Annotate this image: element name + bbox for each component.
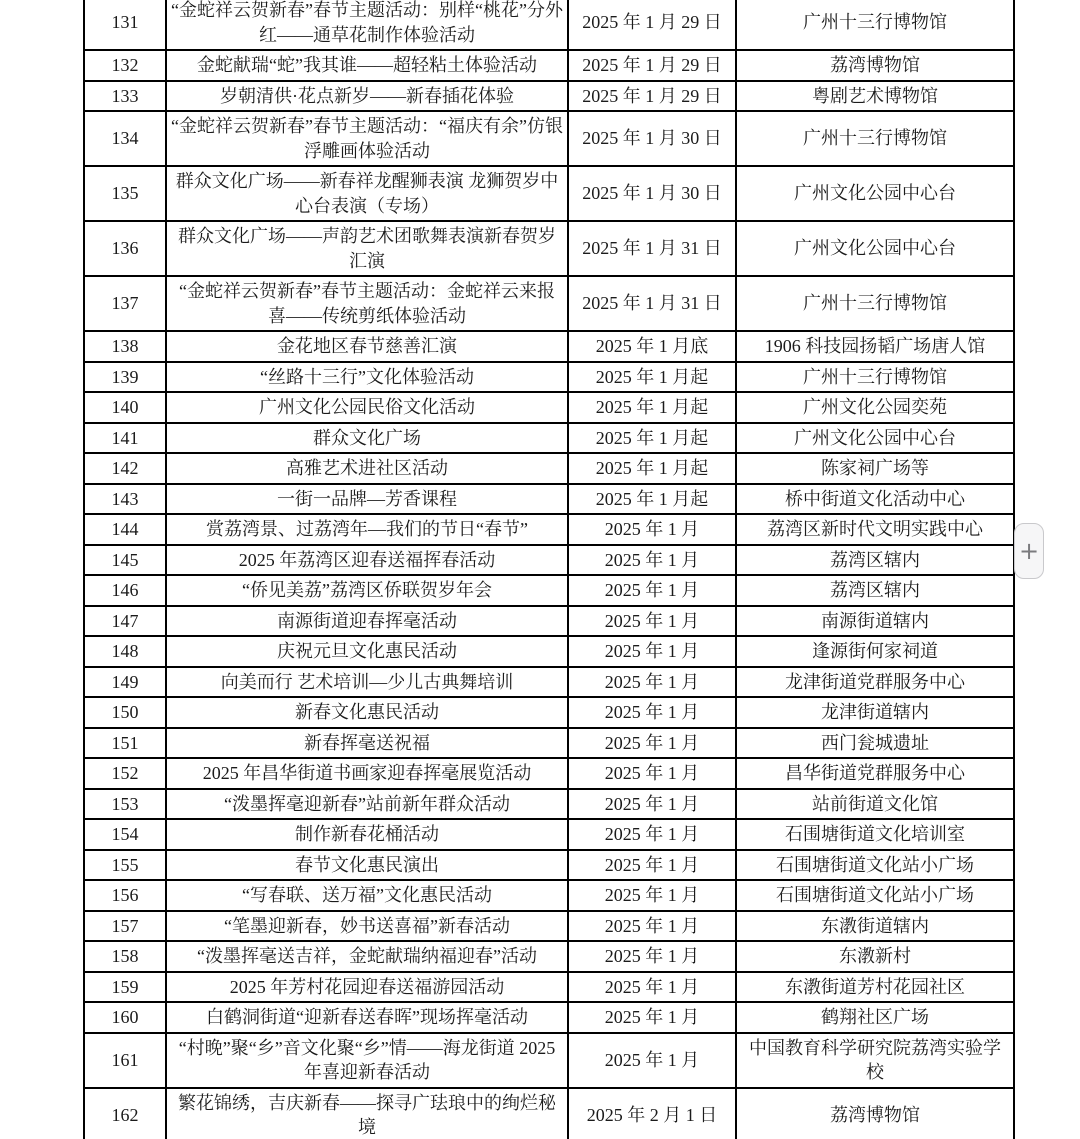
cell-venue: 1906 科技园扬韬广场唐人馆 xyxy=(736,331,1014,362)
cell-date: 2025 年 1 月 xyxy=(568,728,736,759)
cell-date: 2025 年 1 月 xyxy=(568,514,736,545)
cell-venue: 荔湾区辖内 xyxy=(736,575,1014,606)
cell-venue: 逢源街何家祠道 xyxy=(736,636,1014,667)
cell-date: 2025 年 1 月 xyxy=(568,789,736,820)
cell-event-name: 群众文化广场 xyxy=(166,423,568,454)
cell-date: 2025 年 1 月 xyxy=(568,911,736,942)
cell-number: 145 xyxy=(84,545,166,576)
table-row xyxy=(84,50,1014,81)
cell-number: 154 xyxy=(84,819,166,850)
table-row xyxy=(84,111,1014,166)
cell-venue: 桥中街道文化活动中心 xyxy=(736,484,1014,515)
cell-event-name: 金花地区春节慈善汇演 xyxy=(166,331,568,362)
cell-event-name: 一街一品牌—芳香课程 xyxy=(166,484,568,515)
cell-event-name: 2025 年芳村花园迎春送福游园活动 xyxy=(166,972,568,1003)
cell-event-name: 新春文化惠民活动 xyxy=(166,697,568,728)
events-table xyxy=(83,0,1015,1139)
cell-event-name: 群众文化广场——声韵艺术团歌舞表演新春贺岁汇演 xyxy=(166,221,568,276)
table-row xyxy=(84,81,1014,112)
cell-date: 2025 年 1 月 xyxy=(568,1033,736,1088)
cell-date: 2025 年 1 月 xyxy=(568,545,736,576)
cell-event-name: “侨见美荔”荔湾区侨联贺岁年会 xyxy=(166,575,568,606)
cell-event-name: 向美而行 艺术培训—少儿古典舞培训 xyxy=(166,667,568,698)
cell-venue: 荔湾区辖内 xyxy=(736,545,1014,576)
cell-event-name: “笔墨迎新春，妙书送喜福”新春活动 xyxy=(166,911,568,942)
table-row xyxy=(84,1088,1014,1139)
cell-venue: 东漖街道辖内 xyxy=(736,911,1014,942)
cell-number: 138 xyxy=(84,331,166,362)
cell-date: 2025 年 1 月 xyxy=(568,850,736,881)
table-row xyxy=(84,606,1014,637)
cell-number: 131 xyxy=(84,0,166,50)
cell-event-name: “金蛇祥云贺新春”春节主题活动：“福庆有余”仿银浮雕画体验活动 xyxy=(166,111,568,166)
cell-number: 142 xyxy=(84,453,166,484)
cell-date: 2025 年 1 月起 xyxy=(568,484,736,515)
cell-number: 140 xyxy=(84,392,166,423)
table-row xyxy=(84,392,1014,423)
cell-event-name: 白鹤洞街道“迎新春送春晖”现场挥毫活动 xyxy=(166,1002,568,1033)
table-row xyxy=(84,1002,1014,1033)
cell-venue: 鹤翔社区广场 xyxy=(736,1002,1014,1033)
cell-venue: 中国教育科学研究院荔湾实验学校 xyxy=(736,1033,1014,1088)
table-row xyxy=(84,1033,1014,1088)
cell-venue: 广州十三行博物馆 xyxy=(736,362,1014,393)
cell-number: 158 xyxy=(84,941,166,972)
cell-number: 149 xyxy=(84,667,166,698)
cell-number: 135 xyxy=(84,166,166,221)
cell-event-name: 制作新春花桶活动 xyxy=(166,819,568,850)
cell-date: 2025 年 1 月 xyxy=(568,972,736,1003)
cell-number: 137 xyxy=(84,276,166,331)
table-row xyxy=(84,667,1014,698)
table-row xyxy=(84,221,1014,276)
cell-date: 2025 年 1 月 xyxy=(568,941,736,972)
table-row xyxy=(84,276,1014,331)
cell-venue: 广州文化公园中心台 xyxy=(736,221,1014,276)
cell-venue: 广州十三行博物馆 xyxy=(736,276,1014,331)
cell-date: 2025 年 1 月 30 日 xyxy=(568,111,736,166)
cell-event-name: 2025 年荔湾区迎春送福挥春活动 xyxy=(166,545,568,576)
cell-date: 2025 年 2 月 1 日 xyxy=(568,1088,736,1139)
cell-venue: 昌华街道党群服务中心 xyxy=(736,758,1014,789)
cell-event-name: 2025 年昌华街道书画家迎春挥毫展览活动 xyxy=(166,758,568,789)
cell-venue: 站前街道文化馆 xyxy=(736,789,1014,820)
cell-event-name: 庆祝元旦文化惠民活动 xyxy=(166,636,568,667)
cell-number: 143 xyxy=(84,484,166,515)
cell-date: 2025 年 1 月 29 日 xyxy=(568,50,736,81)
cell-event-name: “丝路十三行”文化体验活动 xyxy=(166,362,568,393)
table-row xyxy=(84,362,1014,393)
cell-venue: 荔湾博物馆 xyxy=(736,1088,1014,1139)
cell-venue: 广州文化公园中心台 xyxy=(736,423,1014,454)
cell-number: 148 xyxy=(84,636,166,667)
cell-event-name: 广州文化公园民俗文化活动 xyxy=(166,392,568,423)
cell-venue: 西门瓮城遗址 xyxy=(736,728,1014,759)
cell-number: 150 xyxy=(84,697,166,728)
cell-event-name: “村晚”聚“乡”音文化聚“乡”情——海龙街道 2025 年喜迎新春活动 xyxy=(166,1033,568,1088)
table-row xyxy=(84,484,1014,515)
cell-number: 147 xyxy=(84,606,166,637)
cell-date: 2025 年 1 月 xyxy=(568,819,736,850)
table-row xyxy=(84,972,1014,1003)
cell-event-name: 新春挥毫送祝福 xyxy=(166,728,568,759)
cell-venue: 陈家祠广场等 xyxy=(736,453,1014,484)
cell-number: 161 xyxy=(84,1033,166,1088)
cell-event-name: 春节文化惠民演出 xyxy=(166,850,568,881)
cell-event-name: 繁花锦绣，吉庆新春——探寻广珐琅中的绚烂秘境 xyxy=(166,1088,568,1139)
table-row xyxy=(84,911,1014,942)
cell-number: 162 xyxy=(84,1088,166,1139)
cell-number: 141 xyxy=(84,423,166,454)
cell-venue: 广州十三行博物馆 xyxy=(736,111,1014,166)
cell-event-name: 南源街道迎春挥毫活动 xyxy=(166,606,568,637)
cell-venue: 荔湾博物馆 xyxy=(736,50,1014,81)
cell-venue: 东漖街道芳村花园社区 xyxy=(736,972,1014,1003)
table-row xyxy=(84,423,1014,454)
cell-date: 2025 年 1 月 xyxy=(568,667,736,698)
cell-date: 2025 年 1 月 xyxy=(568,880,736,911)
table-row xyxy=(84,789,1014,820)
cell-date: 2025 年 1 月 30 日 xyxy=(568,166,736,221)
table-row xyxy=(84,941,1014,972)
cell-number: 153 xyxy=(84,789,166,820)
cell-number: 159 xyxy=(84,972,166,1003)
cell-date: 2025 年 1 月 xyxy=(568,1002,736,1033)
cell-venue: 石围塘街道文化站小广场 xyxy=(736,880,1014,911)
cell-event-name: “泼墨挥毫送吉祥，金蛇献瑞纳福迎春”活动 xyxy=(166,941,568,972)
cell-number: 152 xyxy=(84,758,166,789)
table-row xyxy=(84,545,1014,576)
table-row xyxy=(84,636,1014,667)
table-row xyxy=(84,819,1014,850)
table-row xyxy=(84,331,1014,362)
cell-number: 133 xyxy=(84,81,166,112)
table-row xyxy=(84,850,1014,881)
cell-number: 160 xyxy=(84,1002,166,1033)
table-row xyxy=(84,728,1014,759)
table-row xyxy=(84,697,1014,728)
cell-date: 2025 年 1 月 31 日 xyxy=(568,276,736,331)
cell-venue: 东漖新村 xyxy=(736,941,1014,972)
cell-date: 2025 年 1 月底 xyxy=(568,331,736,362)
table-row xyxy=(84,880,1014,911)
events-table-body xyxy=(84,0,1014,1139)
cell-number: 136 xyxy=(84,221,166,276)
cell-number: 156 xyxy=(84,880,166,911)
table-row xyxy=(84,514,1014,545)
add-button[interactable]: + xyxy=(1014,523,1044,579)
cell-venue: 广州文化公园中心台 xyxy=(736,166,1014,221)
cell-event-name: “金蛇祥云贺新春”春节主题活动：金蛇祥云来报喜——传统剪纸体验活动 xyxy=(166,276,568,331)
cell-number: 146 xyxy=(84,575,166,606)
cell-venue: 石围塘街道文化培训室 xyxy=(736,819,1014,850)
cell-venue: 荔湾区新时代文明实践中心 xyxy=(736,514,1014,545)
table-row xyxy=(84,453,1014,484)
table-row xyxy=(84,758,1014,789)
cell-event-name: 赏荔湾景、过荔湾年—我们的节日“春节” xyxy=(166,514,568,545)
cell-event-name: “写春联、送万福”文化惠民活动 xyxy=(166,880,568,911)
cell-date: 2025 年 1 月 29 日 xyxy=(568,0,736,50)
cell-date: 2025 年 1 月起 xyxy=(568,423,736,454)
cell-event-name: “金蛇祥云贺新春”春节主题活动：别样“桃花”分外红——通草花制作体验活动 xyxy=(166,0,568,50)
cell-event-name: 群众文化广场——新春祥龙醒狮表演 龙狮贺岁中心台表演（专场） xyxy=(166,166,568,221)
cell-venue: 龙津街道辖内 xyxy=(736,697,1014,728)
cell-date: 2025 年 1 月起 xyxy=(568,453,736,484)
cell-number: 144 xyxy=(84,514,166,545)
cell-number: 151 xyxy=(84,728,166,759)
cell-venue: 石围塘街道文化站小广场 xyxy=(736,850,1014,881)
cell-date: 2025 年 1 月 xyxy=(568,758,736,789)
cell-date: 2025 年 1 月 xyxy=(568,575,736,606)
cell-event-name: “泼墨挥毫迎新春”站前新年群众活动 xyxy=(166,789,568,820)
cell-event-name: 岁朝清供·花点新岁——新春插花体验 xyxy=(166,81,568,112)
cell-date: 2025 年 1 月 xyxy=(568,606,736,637)
table-row xyxy=(84,166,1014,221)
cell-number: 139 xyxy=(84,362,166,393)
cell-number: 134 xyxy=(84,111,166,166)
cell-venue: 粤剧艺术博物馆 xyxy=(736,81,1014,112)
cell-number: 157 xyxy=(84,911,166,942)
cell-date: 2025 年 1 月 xyxy=(568,636,736,667)
cell-venue: 南源街道辖内 xyxy=(736,606,1014,637)
cell-number: 132 xyxy=(84,50,166,81)
table-row xyxy=(84,0,1014,50)
cell-venue: 龙津街道党群服务中心 xyxy=(736,667,1014,698)
cell-number: 155 xyxy=(84,850,166,881)
cell-event-name: 高雅艺术进社区活动 xyxy=(166,453,568,484)
cell-date: 2025 年 1 月 29 日 xyxy=(568,81,736,112)
table-row xyxy=(84,575,1014,606)
cell-venue: 广州文化公园奕苑 xyxy=(736,392,1014,423)
cell-event-name: 金蛇献瑞“蛇”我其谁——超轻粘土体验活动 xyxy=(166,50,568,81)
cell-date: 2025 年 1 月 31 日 xyxy=(568,221,736,276)
cell-venue: 广州十三行博物馆 xyxy=(736,0,1014,50)
cell-date: 2025 年 1 月起 xyxy=(568,392,736,423)
cell-date: 2025 年 1 月 xyxy=(568,697,736,728)
cell-date: 2025 年 1 月起 xyxy=(568,362,736,393)
